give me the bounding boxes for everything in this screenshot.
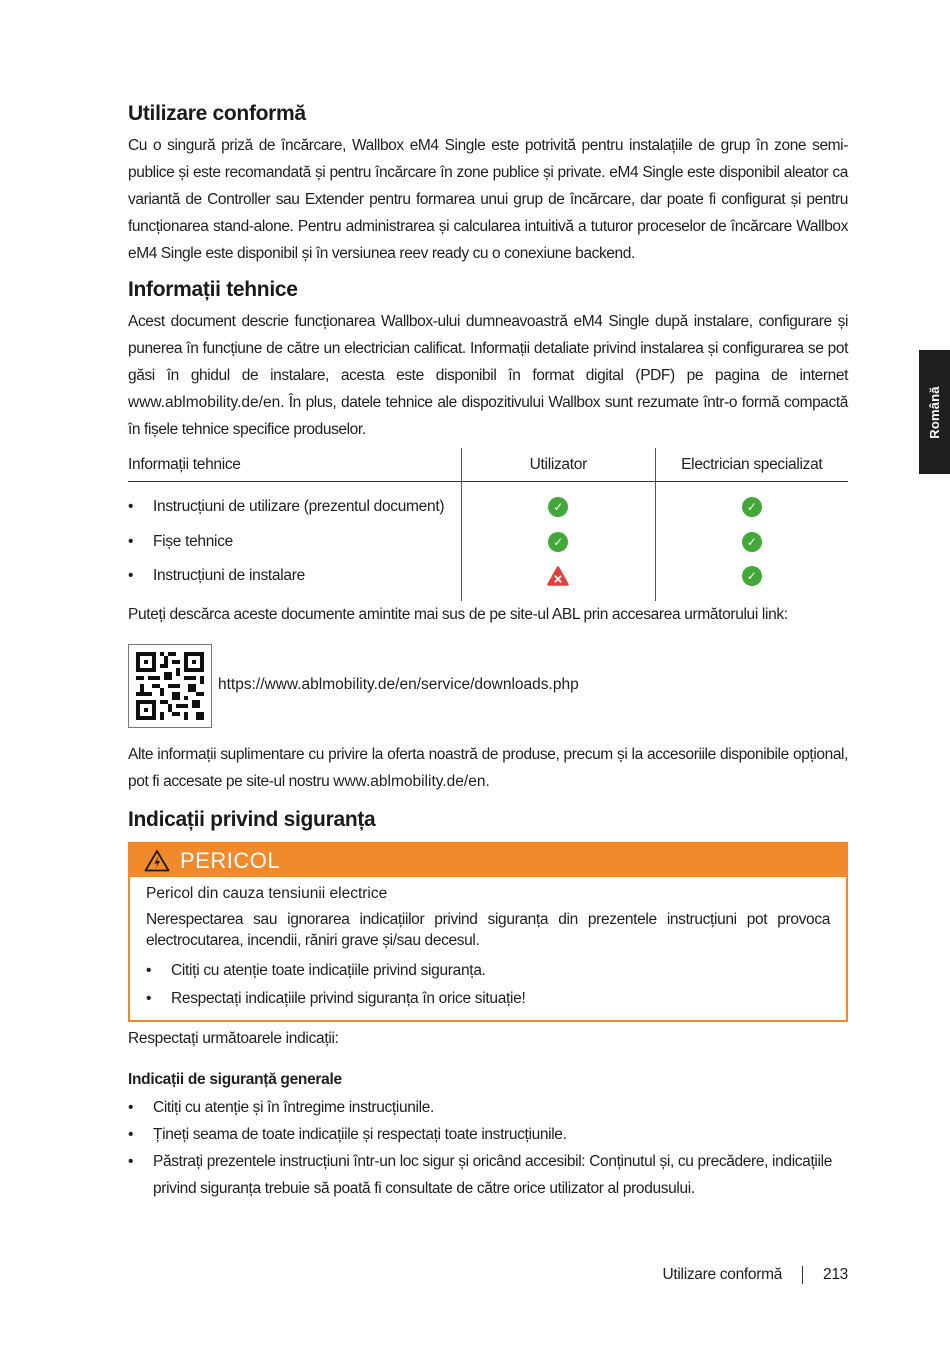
- page-number: 213: [823, 1266, 848, 1283]
- technical-info-text-start: Acest document descrie funcționarea Wallbox-ului dumneavoastră eM4 Single după instalare, configurare și punerea în funcțiune de către un electrician calificat. Informații detaliate privind instalarea și configurarea se pot găsi în ghidul de instalare, acesta este disponibil în format digital (PDF) pe pagina de internet: [128, 313, 848, 384]
- follow-instructions-text: Respectați următoarele indicații:: [128, 1030, 339, 1047]
- downloads-link[interactable]: https://www.ablmobility.de/en/service/downloads.php: [218, 676, 579, 693]
- check-icon: ✓: [548, 497, 568, 517]
- check-icon: ✓: [742, 566, 762, 586]
- header-user: Utilizator: [461, 448, 654, 481]
- page-footer: [663, 1266, 848, 1284]
- danger-title: PERICOL: [180, 847, 281, 873]
- bullet: •: [128, 498, 134, 515]
- danger-notice: [128, 842, 848, 1022]
- cross-warning-icon: [547, 566, 569, 586]
- list-item-text: Păstrați prezentele instrucțiuni într-un loc sigur și oricând accesibil: Conținutul și, cu precădere, indicațiile privind siguranța trebuie să poată fi consultate de către orice utilizator al produsului.: [153, 1153, 832, 1197]
- list-item: [128, 1094, 848, 1121]
- general-safety-list: [128, 1094, 848, 1202]
- list-item: [146, 957, 830, 985]
- list-item-text: Respectați indicațiile privind siguranța în orice situație!: [171, 990, 526, 1007]
- section-intended-use: [128, 102, 848, 267]
- table-header: [128, 448, 848, 482]
- bullet: •: [146, 962, 152, 979]
- footer-section-title: Utilizare conformă: [662, 1266, 783, 1283]
- header-documents: Informații tehnice: [128, 455, 241, 473]
- check-icon: ✓: [548, 532, 568, 552]
- danger-body: [130, 877, 846, 1013]
- list-item: [146, 985, 830, 1013]
- table-row: [128, 525, 461, 560]
- technical-info-text: [128, 308, 848, 443]
- download-text: Puteți descărca aceste documente amintite mai sus de pe site-ul ABL prin accesarea următorului link:: [128, 606, 788, 623]
- more-info-text-start: Alte informații suplimentare cu privire la oferta noastră de produse, precum și la accesoriile disponibile opțional, pot fi accesate pe site-ul nostru: [128, 746, 848, 790]
- bullet: •: [128, 1099, 134, 1116]
- bullet: •: [146, 990, 152, 1007]
- language-tab: [919, 350, 950, 474]
- electrician-column: [655, 482, 848, 601]
- list-item-text: Țineți seama de toate indicațiile și respectați toate instrucțiunile.: [153, 1126, 567, 1143]
- danger-subtitle: Pericol din cauza tensiunii electrice: [146, 885, 388, 902]
- section-technical-info: [128, 278, 848, 443]
- danger-text: Nerespectarea sau ignorarea indicațiilor privind siguranța din prezentele instrucțiuni pot provoca electrocutarea, incendii, răniri grave și/sau decesul.: [146, 911, 830, 949]
- table-row: [128, 559, 461, 594]
- section-safety: [128, 808, 848, 838]
- table-body: [128, 482, 848, 601]
- bullet: •: [128, 1153, 134, 1170]
- documents-table: [128, 448, 848, 601]
- header-electrician: Electrician specializat: [655, 448, 848, 481]
- section-more-info: [128, 741, 848, 795]
- check-icon: ✓: [742, 532, 762, 552]
- website-link[interactable]: www.ablmobility.de/en: [333, 773, 486, 790]
- row-label: Instrucțiuni de instalare: [153, 567, 305, 584]
- list-item-text: Citiți cu atenție toate indicațiile privind siguranța.: [171, 962, 486, 979]
- high-voltage-warning-icon: [144, 849, 170, 872]
- list-item-text: Citiți cu atenție și în întregime instrucțiunile.: [153, 1099, 434, 1116]
- heading-general-safety: Indicații de siguranță generale: [128, 1071, 342, 1088]
- website-link[interactable]: www.ablmobility.de/en: [128, 394, 281, 411]
- more-info-text: [128, 741, 848, 795]
- row-label: Instrucțiuni de utilizare (prezentul document): [153, 498, 445, 515]
- bullet: •: [128, 1126, 134, 1143]
- qr-code[interactable]: [128, 644, 212, 728]
- check-icon: ✓: [742, 497, 762, 517]
- list-item: [128, 1121, 848, 1148]
- list-item: [128, 1148, 848, 1202]
- heading-intended-use: Utilizare conformă: [128, 102, 306, 125]
- heading-safety: Indicații privind siguranța: [128, 808, 376, 831]
- intended-use-text: Cu o singură priză de încărcare, Wallbox eM4 Single este potrivită pentru instalațiile de grup în zone semi-publice și este recomandată și pentru încărcare în zone publice și private. eM4 Single este disponibil aleator ca variantă de Controller sau Extender pentru formarea unui grup de încărcare, dar poate fi configurat și pentru funcționarea stand-alone. Pentru administrarea și calcularea intuitivă a tuturor proceselor de încărcare Wallbox eM4 Single este disponibil și în versiunea reev ready cu o conexiune backend.: [128, 137, 848, 262]
- more-info-text-end: .: [485, 773, 490, 790]
- qr-code-icon: [136, 652, 204, 720]
- footer-divider: [802, 1266, 803, 1284]
- table-row: [128, 490, 461, 525]
- row-label: Fișe tehnice: [153, 532, 233, 550]
- danger-header: [130, 844, 846, 877]
- language-tab-label: Română: [927, 385, 942, 439]
- heading-technical-info: Informații tehnice: [128, 278, 298, 301]
- user-column: [461, 482, 654, 601]
- technical-info-text-end: . În plus, datele tehnice ale dispozitivului Wallbox sunt rezumate într-o formă compactă în fișele tehnice specifice produselor.: [128, 394, 848, 438]
- document-list: [128, 482, 461, 601]
- danger-list: [146, 957, 830, 1013]
- bullet: •: [128, 567, 134, 584]
- bullet: •: [128, 532, 134, 550]
